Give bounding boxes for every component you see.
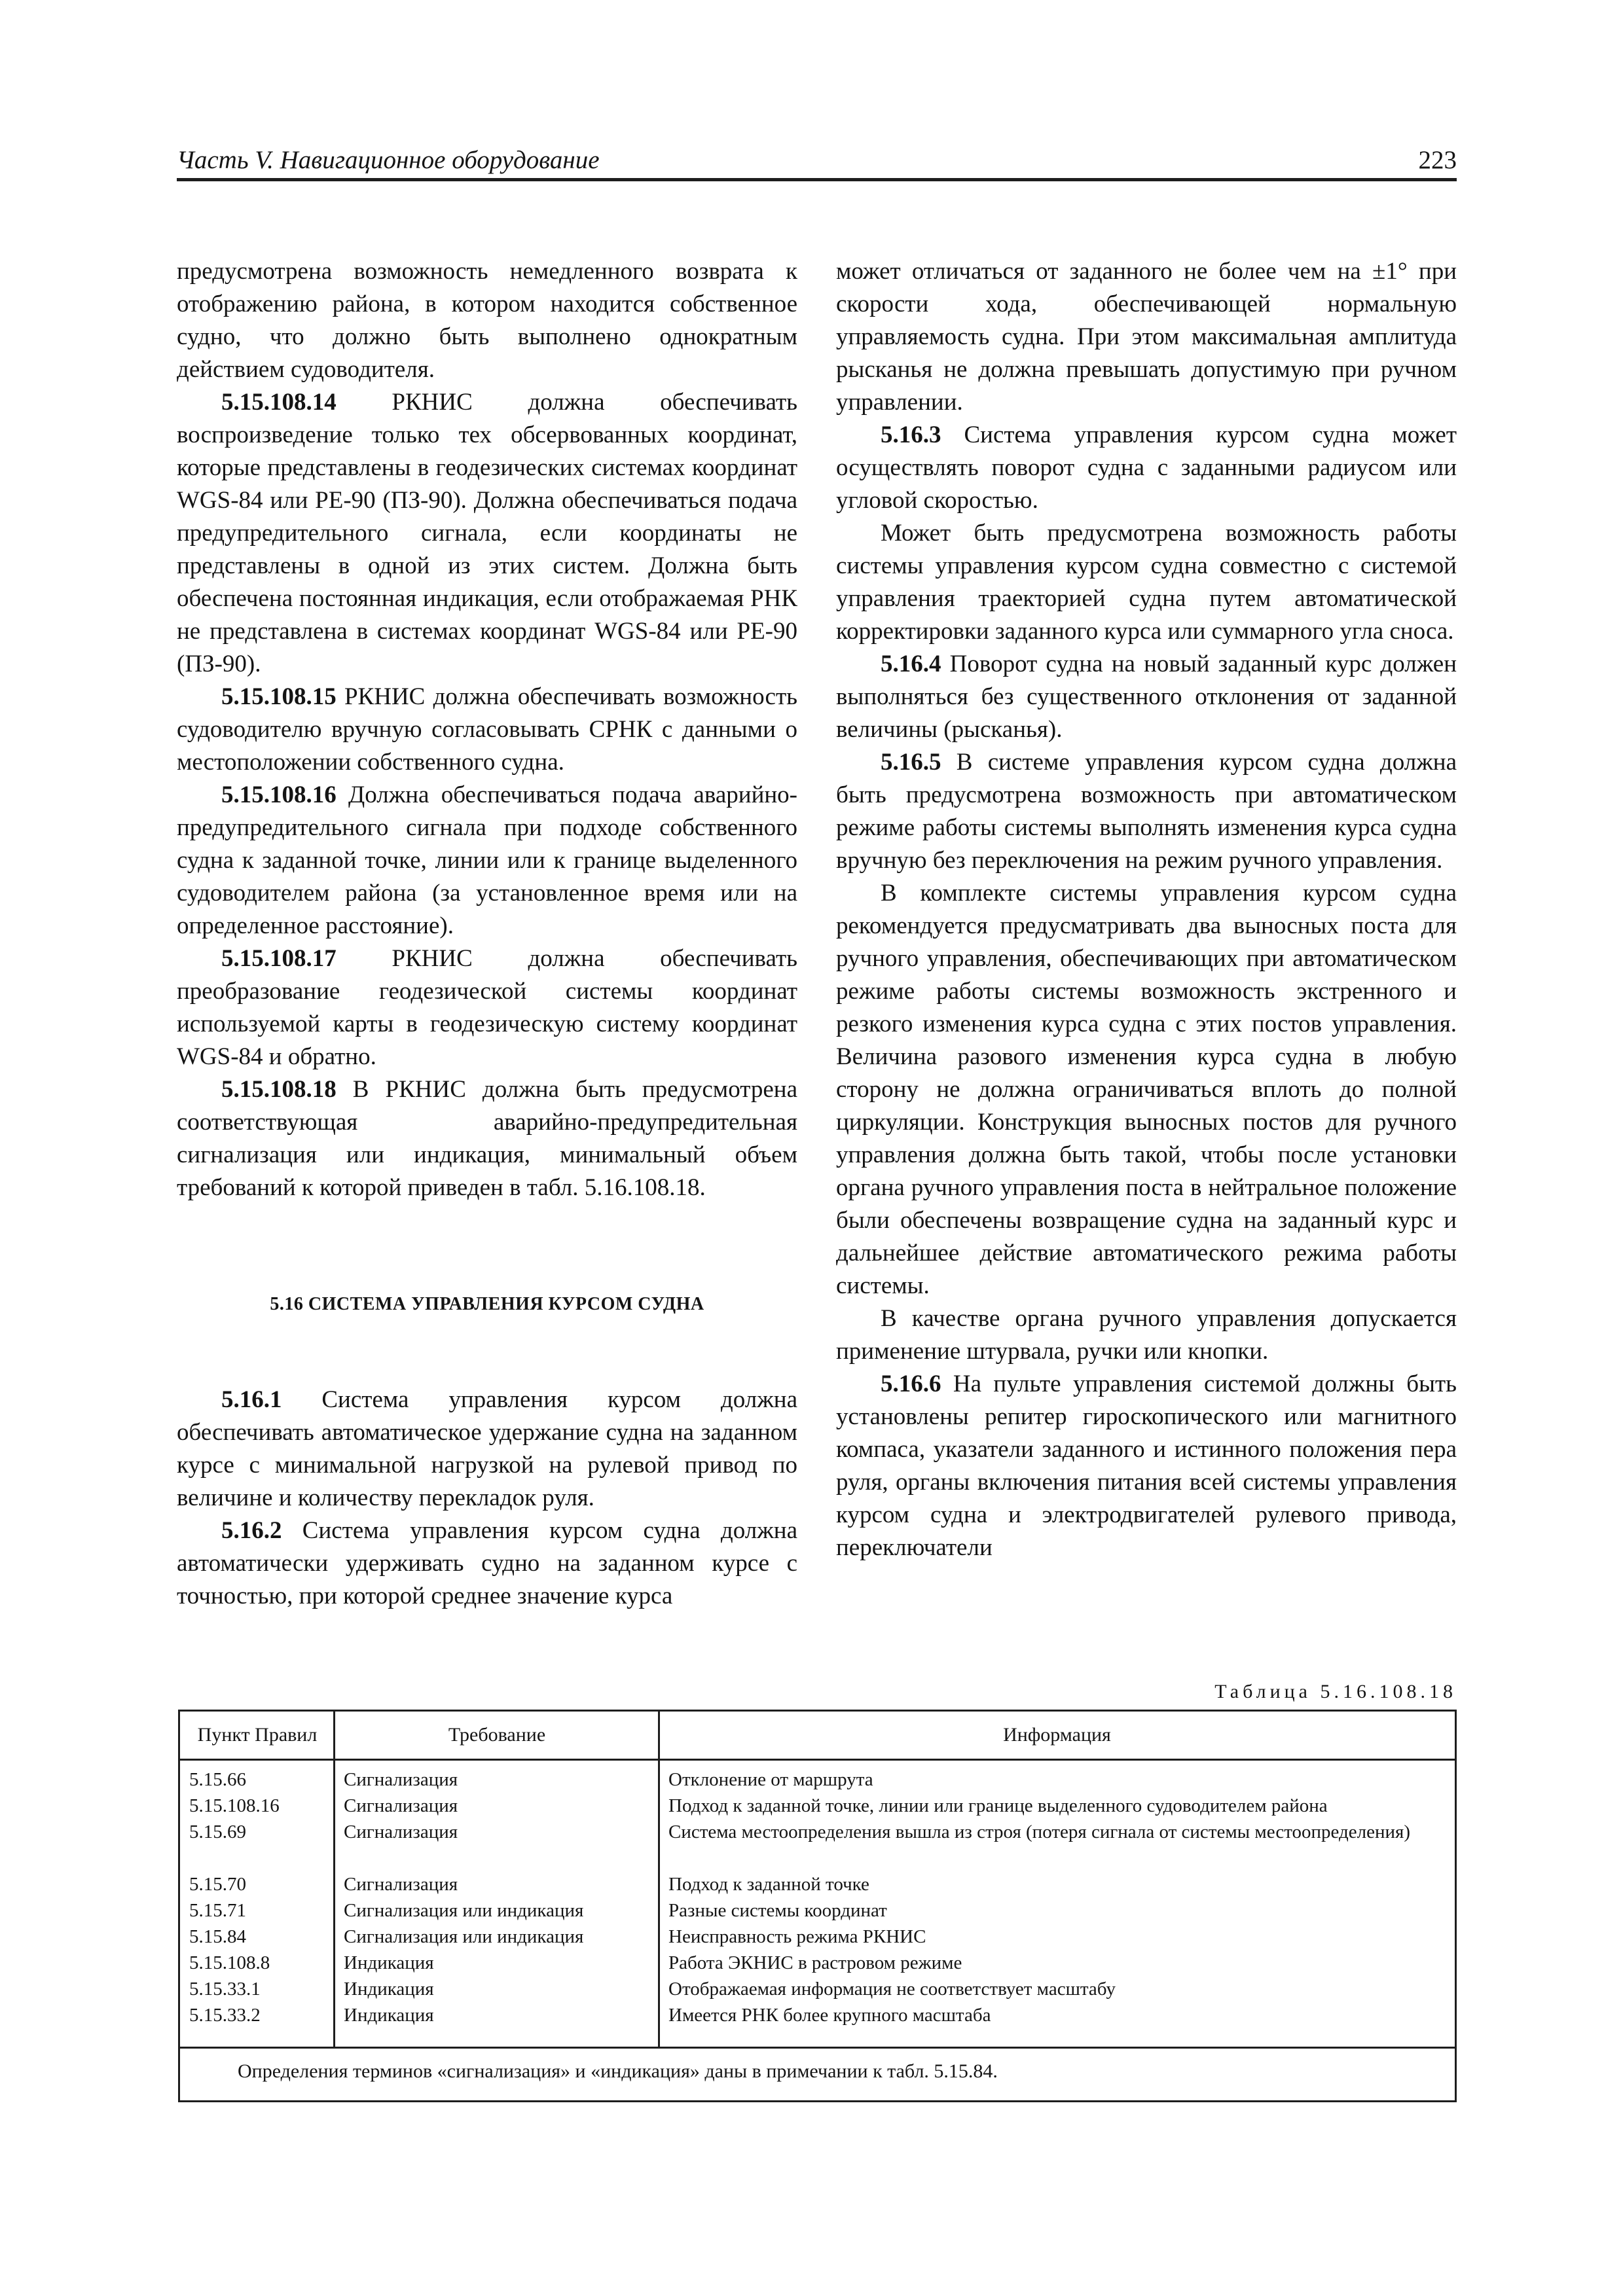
cell-requirement: Сигнализация (344, 1769, 458, 1790)
paragraph (177, 386, 797, 681)
paragraph: может отличаться от заданного не более чем на ±1° при скорости хода, обеспечивающей нормальную управляемость судна. При этом максимальная амплитуда рысканья не должна превышать допустимую при ручном управлении. (836, 258, 1457, 416)
table-caption: Таблица 5.16.108.18 (1214, 1681, 1457, 1702)
cell-rule: 5.15.70 (189, 1874, 246, 1895)
paragraph (177, 681, 797, 779)
table-header (180, 1712, 1455, 1761)
column-header: Требование (448, 1724, 546, 1746)
paragraph-text: РКНИС должна обеспечивать преобразование геодезической системы координат используемой карты в геодезическую систему координат WGS-84 и обратно. (177, 945, 797, 1070)
cell-requirement: Сигнализация (344, 1821, 458, 1842)
clause-number: 5.15.108.14 (221, 389, 337, 416)
paragraph-text: Должна обеспечиваться подача аварийно-предупредительного сигнала при подходе собственного судна к заданной точке, линии или к границе выделенного судоводителем района (за установленное время или на определенное расстояние). (177, 781, 797, 939)
paragraph (177, 779, 797, 942)
clause-number: 5.15.108.17 (221, 945, 337, 972)
clause-number: 5.15.108.15 (221, 683, 337, 710)
cell-rule: 5.15.84 (189, 1926, 246, 1947)
cell-requirement: Индикация (344, 1979, 434, 2000)
column-divider (333, 1712, 335, 2047)
paragraph (836, 746, 1457, 877)
clause-number: 5.16.2 (221, 1517, 282, 1544)
clause-number: 5.15.108.18 (221, 1076, 337, 1103)
paragraph: В комплекте системы управления курсом судна рекомендуется предусматривать два выносных поста для ручного управления, обеспечивающих при автоматическом режиме работы системы возможность экстренного и резкого изменения курса судна с этих постов управления. Величина разового изменения курса судна в любую сторону не должна ограничиваться вплоть до полной циркуляции. Конструкция выносных постов для ручного управления должна быть такой, чтобы после установки органа ручного управления поста в нейтральное положение были обеспечены возвращение судна на заданный курс и дальнейшее действие автоматического режима работы системы. (836, 880, 1457, 1299)
header-rule (177, 178, 1457, 181)
cell-info: Подход к заданной точке (668, 1874, 869, 1895)
cell-info: Работа ЭКНИС в растровом режиме (668, 1952, 962, 1973)
cell-info: Отклонение от маршрута (668, 1769, 873, 1790)
page-number: 223 (1418, 146, 1457, 174)
paragraph-text: Поворот судна на новый заданный курс должен выполняться без существенного отклонения от заданной величины (рысканья). (836, 651, 1457, 743)
cell-requirement: Сигнализация (344, 1795, 458, 1816)
paragraph-text: Система управления курсом судна может осуществлять поворот судна с заданными радиусом или угловой скоростью. (836, 422, 1457, 514)
column-header: Информация (1003, 1724, 1111, 1746)
cell-requirement: Индикация (344, 2005, 434, 2026)
clause-number: 5.16.6 (881, 1371, 941, 1397)
paragraph: предусмотрена возможность немедленного возврата к отображению района, в котором находится собственное судно, что должно быть выполнено однократным действием судоводителя. (177, 258, 797, 383)
cell-requirement: Сигнализация или индикация (344, 1900, 584, 1921)
cell-info: Подход к заданной точке, линии или границе выделенного судоводителем района (668, 1795, 1328, 1816)
paragraph (177, 942, 797, 1073)
paragraph-text: Система управления курсом судна должна автоматически удерживать судно на заданном курсе с точностью, при которой среднее значение курса (177, 1517, 797, 1609)
cell-rule: 5.15.108.8 (189, 1952, 270, 1973)
paragraph (836, 1368, 1457, 1564)
cell-requirement: Сигнализация (344, 1874, 458, 1895)
column-header: Пункт Правил (197, 1724, 318, 1746)
paragraph-text: РКНИС должна обеспечивать воспроизведение только тех обсервованных координат, которые представлены в геодезических системах координат WGS-84 или PE-90 (ПЗ-90). Должна обеспечиваться подача предупредительного сигнала, если координаты не представлены в одной из этих систем. Должна быть обеспечена постоянная индикация, если отображаемая РНК не представлена в системах координат WGS-84 или PE-90 (ПЗ-90). (177, 389, 797, 677)
clause-number: 5.16.1 (221, 1386, 282, 1413)
paragraph (177, 1073, 797, 1204)
table-footnote: Определения терминов «сигнализация» и «индикация» даны в примечании к табл. 5.15.84. (238, 2060, 998, 2082)
clause-number: 5.16.4 (881, 651, 941, 677)
cell-rule: 5.15.33.2 (189, 2005, 261, 2026)
paragraph (836, 419, 1457, 517)
cell-info: Неисправность режима РКНИС (668, 1926, 926, 1947)
cell-info: Отображаемая информация не соответствует масштабу (668, 1979, 1116, 2000)
section-title: 5.16 СИСТЕМА УПРАВЛЕНИЯ КУРСОМ СУДНА (270, 1294, 704, 1314)
paragraph-text: В системе управления курсом судна должна быть предусмотрена возможность при автоматическом режиме работы системы выполнять изменения курса судна вручную без переключения на режим ручного управления. (836, 749, 1457, 874)
paragraph-text: РКНИС должна обеспечивать возможность судоводителю вручную согласовывать СРНК с данными о местоположении собственного судна. (177, 683, 797, 776)
paragraph-text: На пульте управления системой должны быть установлены репитер гироскопического или магнитного компаса, указатели заданного и истинного положения пера руля, органы включения питания всей системы управления курсом судна и электродвигателей рулевого привода, переключатели (836, 1371, 1457, 1561)
cell-requirement: Индикация (344, 1952, 434, 1973)
cell-rule: 5.15.66 (189, 1769, 246, 1790)
cell-requirement: Сигнализация или индикация (344, 1926, 584, 1947)
paragraph: В качестве органа ручного управления допускается применение штурвала, ручки или кнопки. (836, 1305, 1457, 1365)
clause-number: 5.16.5 (881, 749, 941, 776)
cell-rule: 5.15.33.1 (189, 1979, 261, 2000)
paragraph-text: Система управления курсом должна обеспечивать автоматическое удержание судна на заданном курсе с минимальной нагрузкой на рулевой привод по величине и количеству перекладок руля. (177, 1386, 797, 1511)
cell-rule: 5.15.71 (189, 1900, 246, 1921)
running-head-title: Часть V. Навигационное оборудование (177, 146, 600, 174)
clause-number: 5.15.108.16 (221, 781, 337, 808)
cell-rule: 5.15.69 (189, 1821, 246, 1842)
cell-info: Имеется РНК более крупного масштаба (668, 2005, 991, 2026)
cell-rule: 5.15.108.16 (189, 1795, 280, 1816)
left-column (177, 255, 797, 1613)
cell-info: Система местоопределения вышла из строя (потеря сигнала от системы местоопределения) (668, 1821, 1411, 1842)
cell-info: Разные системы координат (668, 1900, 887, 1921)
right-column (836, 255, 1457, 1564)
requirements-table (178, 1710, 1457, 2102)
paragraph (177, 1515, 797, 1613)
column-divider (658, 1712, 660, 2047)
paragraph-text: В РКНИС должна быть предусмотрена соответствующая аварийно-предупредительная сигнализация или индикация, минимальный объем требований к которой приведен в табл. 5.16.108.18. (177, 1076, 797, 1201)
paragraph (177, 1384, 797, 1515)
paragraph (836, 648, 1457, 746)
paragraph: Может быть предусмотрена возможность работы системы управления курсом судна совместно с системой управления траекторией судна путем автоматической корректировки заданного курса или суммарного угла сноса. (836, 520, 1457, 645)
table-footnote-row (180, 2047, 1455, 2104)
clause-number: 5.16.3 (881, 422, 941, 448)
